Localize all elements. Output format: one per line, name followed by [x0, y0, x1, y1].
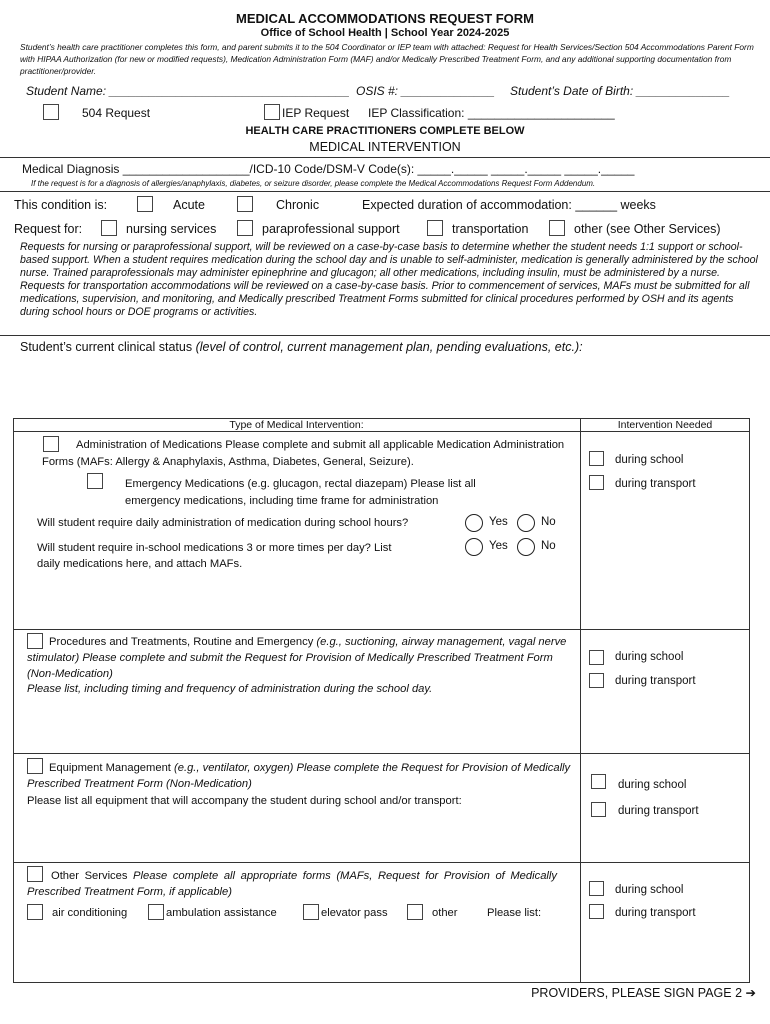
policy-text: Requests for nursing or paraprofessional support, will be reviewed on a case-by-case basis to determine whether the student needs 1:1 support or school-based support. When a student requires medication during the school day and is unable to self-administer, medication is generally administered by the school nurse. Trained paraprofessionals may administer epinephrine and glucagon; all other medications, including insulin, must be administered by a nurse. Requests for transportation accommodations will be reviewed on a case-by-case basis. Prior to commencement of services, MAFs must be submitted for all medications, supervision, and monitoring, and Medically prescribed Treatment Forms submitted for clinical procedures performed by OSH and its agents during school hours or DOE programs or activities. — [20, 241, 758, 318]
equipment-title: Equipment Management — [49, 762, 175, 774]
admin-meds-text: Administration of Medications Please complete and submit all applicable Medication Administration Forms (MAFs: Allergy & Anaphylaxis, Asthma, Diabetes, General, Seizure). — [42, 439, 565, 468]
clinical-status-hint: (level of control, current management plan, pending evaluations, etc.): — [195, 340, 583, 354]
daily-admin-no-radio[interactable] — [517, 514, 535, 532]
elevator-pass-checkbox[interactable] — [303, 904, 319, 920]
row4-during-transport-checkbox[interactable] — [589, 904, 604, 919]
three-times-question: Will student require in-school medications 3 or more times per day? List daily medications here, and attach MAFs. — [37, 542, 392, 570]
row2-during-school-checkbox[interactable] — [589, 650, 604, 665]
col-header-type: Type of Medical Intervention: — [229, 419, 364, 431]
row-divider — [13, 862, 750, 863]
other-services-checkbox[interactable] — [549, 220, 565, 236]
please-list-field[interactable]: Please list: — [487, 907, 542, 919]
other-services-detail: Please complete all appropriate forms (MAFs, Request for Provision of Medically Prescribed Treatment Form, if applicable) — [27, 870, 557, 898]
three-times-no-radio[interactable] — [517, 538, 535, 556]
504-request-checkbox[interactable] — [43, 104, 59, 120]
condition-label: This condition is: — [14, 198, 108, 212]
air-conditioning-checkbox[interactable] — [27, 904, 43, 920]
section-heading: HEALTH CARE PRACTITIONERS COMPLETE BELOW — [245, 125, 525, 137]
form-instructions: Student’s health care practitioner completes this form, and parent submits it to the 504 Coordinator or IEP team with attached: Request for Health Services/Section 504 Accommodations Parent Form with HIPAA Authorization (for new or modified requests), Medication Administration Form (MAF) and/or Medically Prescribed Treatment Form, and any additional supporting documentation from practitioner/provider. — [20, 42, 754, 77]
diagnosis-note: If the request is for a diagnosis of allergies/anaphylaxis, diabetes, or seizure disorder, please complete the Medical Accommodations Request Form Addendum. — [31, 179, 596, 188]
form-title: MEDICAL ACCOMMODATIONS REQUEST FORM — [235, 11, 535, 26]
during-school-label: during school — [615, 884, 684, 896]
emergency-meds-checkbox[interactable] — [87, 473, 103, 489]
clinical-status-label[interactable] — [20, 340, 583, 354]
paraprofessional-label: paraprofessional support — [262, 222, 400, 236]
diagnosis-field[interactable]: Medical Diagnosis ___________________/ICD-10 Code/DSM-V Code(s): _____._____ _____._____ _____._____ — [22, 162, 635, 176]
row3-during-school-checkbox[interactable] — [591, 774, 606, 789]
during-transport-label: during transport — [618, 805, 699, 817]
section-subheading: MEDICAL INTERVENTION — [309, 140, 461, 154]
procedures-list-prompt: Please list, including timing and frequency of administration during the school day. — [27, 683, 433, 695]
row2-during-transport-checkbox[interactable] — [589, 673, 604, 688]
three-times-yes-radio[interactable] — [465, 538, 483, 556]
during-school-label: during school — [618, 779, 687, 791]
row1-during-school-checkbox[interactable] — [589, 451, 604, 466]
iep-classification-field[interactable]: IEP Classification: ______________________ — [368, 106, 615, 120]
row-divider — [13, 753, 750, 754]
other-services-text — [27, 868, 557, 900]
daily-admin-yes-radio[interactable] — [465, 514, 483, 532]
transportation-label: transportation — [452, 222, 529, 236]
other-services-title: Other Services — [51, 870, 134, 882]
footer-sign-page-2: PROVIDERS, PLEASE SIGN PAGE 2 ➔ — [531, 986, 756, 1000]
during-transport-label: during transport — [615, 907, 696, 919]
student-name-field[interactable]: Student Name: ____________________________________ — [26, 84, 350, 98]
osis-field[interactable]: OSIS #: ______________ — [356, 84, 495, 98]
iep-request-checkbox[interactable] — [264, 104, 280, 120]
row1-during-transport-checkbox[interactable] — [589, 475, 604, 490]
dob-field[interactable]: Student’s Date of Birth: ______________ — [510, 84, 730, 98]
equipment-text — [27, 760, 572, 792]
elevator-pass-label: elevator pass — [321, 907, 388, 919]
divider — [0, 191, 770, 192]
nursing-services-label: nursing services — [126, 222, 217, 236]
emergency-meds-text: Emergency Medications (e.g. glucagon, rectal diazepam) Please list all emergency medications, including time frame for administration — [125, 478, 476, 507]
acute-checkbox[interactable] — [137, 196, 153, 212]
no-label: No — [541, 540, 556, 552]
duration-field[interactable]: Expected duration of accommodation: ______ weeks — [362, 198, 656, 212]
504-request-label: 504 Request — [82, 106, 151, 120]
equipment-detail: (e.g., ventilator, oxygen) Please complete the Request for Provision of Medically Prescribed Treatment Form (Non-Medication) — [27, 762, 571, 790]
during-school-label: during school — [615, 651, 684, 663]
air-conditioning-label: air conditioning — [52, 907, 128, 919]
procedures-detail: (e.g., suctioning, airway management, vagal nerve stimulator) Please complete and submit the Request for Provision of Medically Prescribed Treatment Form (Non-Medication) — [27, 636, 567, 680]
chronic-checkbox[interactable] — [237, 196, 253, 212]
procedures-title: Procedures and Treatments, Routine and Emergency — [49, 636, 317, 648]
divider — [0, 335, 770, 336]
column-divider — [580, 418, 581, 983]
col-header-needed: Intervention Needed — [617, 419, 713, 431]
during-transport-label: during transport — [615, 675, 696, 687]
clinical-status-text: Student’s current clinical status — [20, 340, 196, 354]
request-for-label: Request for: — [14, 222, 83, 236]
during-school-label: during school — [615, 454, 684, 466]
equipment-list-prompt: Please list all equipment that will accompany the student during school and/or transport: — [27, 795, 462, 807]
paraprofessional-checkbox[interactable] — [237, 220, 253, 236]
chronic-label: Chronic — [276, 198, 320, 212]
during-transport-label: during transport — [615, 478, 696, 490]
iep-request-label: IEP Request — [282, 106, 350, 120]
procedures-text — [27, 634, 572, 682]
other-services-label: other (see Other Services) — [574, 222, 721, 236]
ambulation-checkbox[interactable] — [148, 904, 164, 920]
row4-during-school-checkbox[interactable] — [589, 881, 604, 896]
row-divider — [13, 629, 750, 630]
daily-admin-question: Will student require daily administration of medication during school hours? — [37, 517, 409, 529]
yes-label: Yes — [489, 516, 508, 528]
transportation-checkbox[interactable] — [427, 220, 443, 236]
ambulation-label: ambulation assistance — [166, 907, 277, 919]
row3-during-transport-checkbox[interactable] — [591, 802, 606, 817]
nursing-services-checkbox[interactable] — [101, 220, 117, 236]
other-label: other — [432, 907, 458, 919]
yes-label: Yes — [489, 540, 508, 552]
other-checkbox[interactable] — [407, 904, 423, 920]
no-label: No — [541, 516, 556, 528]
divider — [0, 157, 770, 158]
table-header-divider — [13, 431, 750, 432]
form-subtitle: Office of School Health | School Year 2024-2025 — [260, 27, 510, 39]
acute-label: Acute — [173, 198, 205, 212]
